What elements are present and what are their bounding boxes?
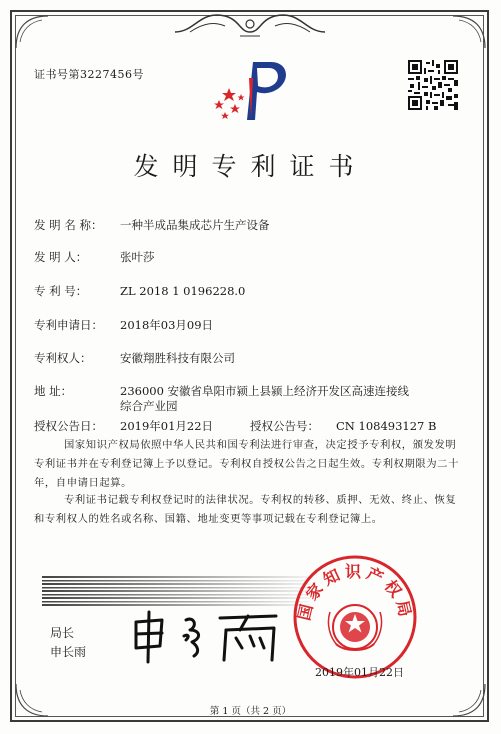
grant-date-row bbox=[34, 418, 213, 434]
grant-date-value: 2019年01月22日 bbox=[120, 419, 214, 433]
grant-statement-text: 国家知识产权局依照中华人民共和国专利法进行审查，决定授予专利权，颁发发明专利证书并在专利登记簿上予以登记。专利权自授权公告之日起生效。专利权期限为二十年，自申请日起算。 bbox=[34, 439, 459, 489]
address-line2: 综合产业园 bbox=[120, 399, 178, 413]
director-name: 申长雨 bbox=[50, 645, 87, 659]
patent-number-row bbox=[34, 283, 245, 299]
grant-number-value: CN 108493127 B bbox=[336, 419, 437, 433]
address-line1: 236000 安徽省阜阳市颍上县颍上经济开发区高速连接线 bbox=[120, 384, 410, 398]
legal-status-note bbox=[34, 491, 464, 529]
corner-ornament-icon bbox=[449, 12, 489, 52]
inventor-label: 发 明 人： bbox=[34, 250, 88, 264]
page-number: 第 1 页（共 2 页） bbox=[209, 706, 292, 717]
patentee-label: 专利权人： bbox=[34, 351, 92, 365]
grant-number-label: 授权公告号： bbox=[250, 419, 319, 433]
seal-date: 2019年01月22日 bbox=[315, 666, 404, 679]
patent-number-label: 专 利 号： bbox=[34, 284, 88, 298]
address-label: 地 址： bbox=[34, 384, 73, 398]
patentee-row bbox=[34, 350, 235, 366]
patent-office-logo-icon bbox=[205, 58, 295, 124]
certificate-number: 证书号第3227456号 bbox=[34, 68, 144, 81]
patent-number-value: ZL 2018 1 0196228.0 bbox=[120, 284, 246, 298]
filing-date-label: 专利申请日： bbox=[34, 318, 103, 332]
qr-code-icon bbox=[408, 60, 458, 110]
invention-name-row bbox=[34, 217, 270, 233]
seal-text: 国家知识产权局 bbox=[294, 562, 416, 623]
invention-name-value: 一种半成品集成芯片生产设备 bbox=[120, 218, 270, 232]
filing-date-value: 2018年03月09日 bbox=[120, 318, 214, 332]
legal-status-text: 专利证书记载专利权登记时的法律状况。专利权的转移、质押、无效、终止、恢复和专利权人的姓名或名称、国籍、地址变更等事项记载在专利登记簿上。 bbox=[34, 494, 457, 525]
page-title: 发明专利证书 bbox=[133, 152, 368, 181]
inventor-value: 张叶莎 bbox=[120, 250, 155, 264]
inventor-row bbox=[34, 249, 155, 265]
handwritten-signature-icon bbox=[128, 608, 288, 664]
top-ornament-icon bbox=[170, 2, 330, 42]
barcode-strip-icon bbox=[42, 576, 310, 606]
director-title: 局长 bbox=[50, 626, 75, 640]
filing-date-row bbox=[34, 317, 213, 333]
patentee-value: 安徽翔胜科技有限公司 bbox=[120, 351, 235, 365]
grant-date-label: 授权公告日： bbox=[34, 419, 103, 433]
corner-ornament-icon bbox=[12, 12, 52, 52]
official-seal-icon bbox=[290, 552, 420, 682]
grant-number-row bbox=[250, 418, 436, 434]
address-row bbox=[34, 383, 409, 399]
grant-statement bbox=[34, 436, 464, 493]
invention-name-label: 发 明 名 称： bbox=[34, 218, 103, 232]
